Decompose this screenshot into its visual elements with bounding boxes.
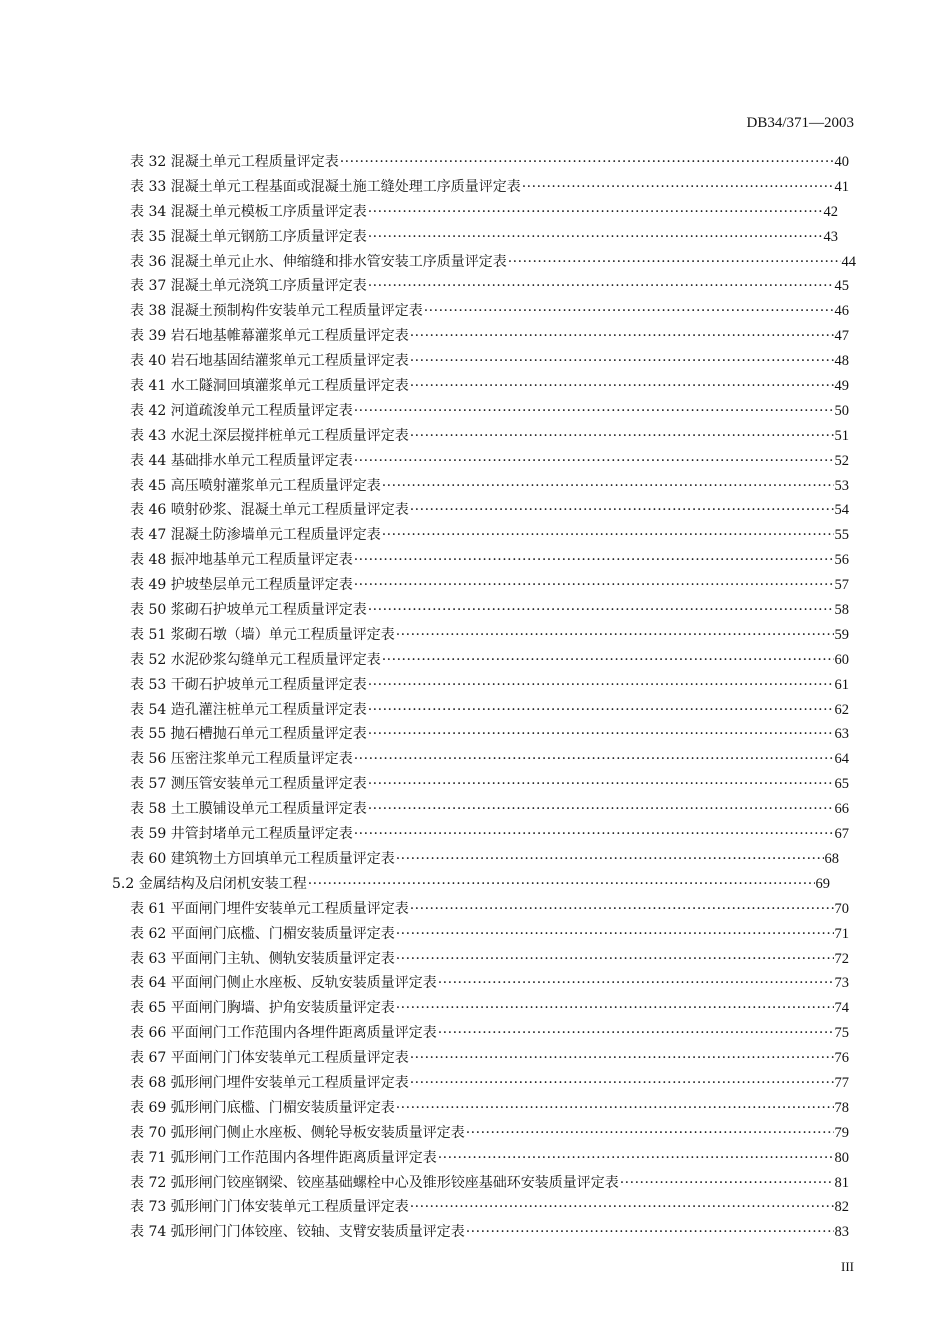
toc-entry[interactable] [0, 274, 849, 299]
dot-leader [396, 847, 824, 872]
dot-leader [438, 1021, 834, 1046]
toc-entry-title: 表 73 弧形闸门门体安装单元工程质量评定表 [130, 1199, 409, 1216]
dot-leader [368, 225, 823, 250]
dot-leader [368, 772, 834, 797]
dot-leader [368, 200, 823, 225]
toc-entry-title: 表 38 混凝土预制构件安装单元工程质量评定表 [130, 303, 423, 320]
toc-entry[interactable] [0, 374, 849, 399]
toc-entry-title: 表 64 平面闸门侧止水座板、反轨安装质量评定表 [130, 975, 437, 992]
toc-entry-page: 51 [834, 427, 849, 444]
toc-entry-title: 表 68 弧形闸门埋件安装单元工程质量评定表 [130, 1074, 409, 1091]
toc-entry-page: 63 [834, 726, 849, 743]
dot-leader [522, 175, 834, 200]
dot-leader [396, 623, 834, 648]
toc-entry-page: 67 [834, 826, 849, 843]
dot-leader [354, 449, 834, 474]
toc-entry-page: 41 [834, 178, 849, 195]
toc-entry-page: 66 [834, 801, 849, 818]
toc-entry-page: 40 [834, 154, 849, 170]
dot-leader [382, 474, 834, 499]
toc-entry-title: 表 34 混凝土单元模板工序质量评定表 [130, 203, 367, 220]
toc-entry-page: 59 [834, 626, 849, 643]
toc-entry-title: 表 55 抛石槽抛石单元工程质量评定表 [130, 726, 367, 743]
dot-leader [410, 1046, 834, 1071]
dot-leader [410, 897, 834, 922]
toc-entry-page: 42 [823, 203, 838, 220]
dot-leader [424, 299, 834, 324]
toc-entry-page: 56 [834, 552, 849, 569]
dot-leader [620, 1171, 834, 1196]
dot-leader [438, 1146, 834, 1171]
toc-entry-page: 68 [824, 850, 839, 867]
toc-entry-title: 表 43 水泥土深层搅拌桩单元工程质量评定表 [130, 427, 409, 444]
dot-leader [508, 250, 841, 275]
toc-entry[interactable] [0, 698, 849, 723]
toc-entry[interactable] [0, 1021, 849, 1046]
toc-entry-title: 表 47 混凝土防渗墙单元工程质量评定表 [130, 527, 381, 544]
toc-entry[interactable] [0, 673, 849, 698]
toc-entry-title: 表 33 混凝土单元工程基面或混凝土施工缝处理工序质量评定表 [130, 178, 521, 195]
toc-entry[interactable] [0, 399, 849, 424]
toc-entry-page: 77 [834, 1074, 849, 1091]
toc-entry[interactable] [0, 722, 849, 747]
toc-entry[interactable] [0, 523, 849, 548]
dot-leader [354, 548, 834, 573]
toc-entry-title: 表 69 弧形闸门底槛、门楣安装质量评定表 [130, 1099, 395, 1116]
toc-entry[interactable] [0, 623, 849, 648]
toc-entry-page: 46 [834, 303, 849, 320]
dot-leader [410, 1195, 834, 1220]
toc-entry-title: 表 60 建筑物土方回填单元工程质量评定表 [130, 850, 395, 867]
dot-leader [382, 648, 834, 673]
toc-entry-page: 65 [834, 776, 849, 793]
toc-entry-title: 表 41 水工隧洞回填灌浆单元工程质量评定表 [130, 378, 409, 395]
toc-entry-page: 49 [834, 378, 849, 395]
toc-entry-page: 79 [834, 1124, 849, 1141]
toc-entry-title: 表 44 基础排水单元工程质量评定表 [130, 452, 353, 469]
toc-entry[interactable] [0, 922, 849, 947]
toc-entry[interactable] [0, 573, 849, 598]
toc-entry-title: 表 62 平面闸门底槛、门楣安装质量评定表 [130, 925, 395, 942]
toc-entry[interactable] [0, 797, 849, 822]
toc-entry-title: 表 35 混凝土单元钢筋工序质量评定表 [130, 228, 367, 245]
toc-entry[interactable] [0, 200, 838, 225]
dot-leader [410, 374, 834, 399]
toc-entry-page: 69 [815, 875, 830, 892]
dot-leader [396, 947, 834, 972]
dot-leader [396, 996, 834, 1021]
toc-entry-title: 表 63 平面闸门主轨、侧轨安装质量评定表 [130, 950, 395, 967]
toc-entry-page: 58 [834, 602, 849, 619]
toc-entry-page: 48 [834, 353, 849, 370]
toc-entry-page: 52 [834, 452, 849, 469]
dot-leader [354, 822, 834, 847]
toc-entry[interactable] [0, 474, 849, 499]
toc-entry[interactable] [0, 299, 849, 324]
toc-entry-page: 62 [834, 701, 849, 718]
toc-entry[interactable] [0, 598, 849, 623]
toc-entry-title: 表 58 土工膜铺设单元工程质量评定表 [130, 801, 367, 818]
toc-entry-page: 75 [834, 1025, 849, 1042]
dot-leader [308, 872, 815, 897]
dot-leader [354, 747, 834, 772]
toc-entry-page: 45 [834, 278, 849, 295]
toc-entry-page: 83 [834, 1224, 849, 1241]
toc-entry-page: 61 [834, 676, 849, 693]
toc-entry-page: 82 [834, 1199, 849, 1216]
toc-entry-page: 60 [834, 651, 849, 668]
toc-entry[interactable] [0, 1220, 849, 1245]
toc-entry-title: 表 70 弧形闸门侧止水座板、侧轮导板安装质量评定表 [130, 1124, 465, 1141]
dot-leader [410, 424, 834, 449]
toc-entry-title: 表 72 弧形闸门铰座钢梁、铰座基础螺栓中心及锥形铰座基础环安装质量评定表 [130, 1174, 619, 1191]
document-code: DB34/371—2003 [746, 115, 854, 131]
toc-entry-title: 表 39 岩石地基帷幕灌浆单元工程质量评定表 [130, 328, 409, 345]
toc-entry-title: 表 65 平面闸门胸墙、护角安装质量评定表 [130, 1000, 395, 1017]
toc-entry-page: 80 [834, 1149, 849, 1166]
toc-entry[interactable] [0, 1146, 849, 1171]
dot-leader [410, 498, 834, 523]
dot-leader [368, 698, 834, 723]
toc-entry-title: 表 46 喷射砂浆、混凝土单元工程质量评定表 [130, 502, 409, 519]
dot-leader [340, 150, 834, 175]
toc-entry[interactable] [0, 424, 849, 449]
toc-entry[interactable] [0, 250, 856, 275]
toc-entry-page: 76 [834, 1050, 849, 1067]
toc-entry-title: 表 32 混凝土单元工程质量评定表 [130, 154, 339, 170]
toc-entry[interactable] [0, 449, 849, 474]
dot-leader [368, 598, 834, 623]
toc-entry-page: 54 [834, 502, 849, 519]
toc-entry-title: 表 45 高压喷射灌浆单元工程质量评定表 [130, 477, 381, 494]
toc-entry-title: 表 50 浆砌石护坡单元工程质量评定表 [130, 602, 367, 619]
toc-entry-title: 表 48 振冲地基单元工程质量评定表 [130, 552, 353, 569]
toc-entry-page: 55 [834, 527, 849, 544]
toc-entry[interactable] [0, 822, 849, 847]
toc-entry-title: 表 67 平面闸门门体安装单元工程质量评定表 [130, 1050, 409, 1067]
dot-leader [438, 971, 834, 996]
toc-entry-page: 71 [834, 925, 849, 942]
dot-leader [396, 922, 834, 947]
toc-entry-title: 表 59 井管封堵单元工程质量评定表 [130, 826, 353, 843]
toc-entry-title: 表 49 护坡垫层单元工程质量评定表 [130, 577, 353, 594]
dot-leader [368, 274, 834, 299]
toc-entry-title: 表 37 混凝土单元浇筑工序质量评定表 [130, 278, 367, 295]
dot-leader [410, 349, 834, 374]
page-number: III [841, 1259, 854, 1274]
toc-entry-page: 53 [834, 477, 849, 494]
dot-leader [410, 324, 834, 349]
dot-leader [354, 573, 834, 598]
dot-leader [466, 1220, 834, 1245]
toc-entry-title: 表 51 浆砌石墩（墙）单元工程质量评定表 [130, 626, 395, 643]
dot-leader [368, 673, 834, 698]
dot-leader [410, 1071, 834, 1096]
toc-entry-title: 表 53 干砌石护坡单元工程质量评定表 [130, 676, 367, 693]
toc-entry-title: 表 57 测压管安装单元工程质量评定表 [130, 776, 367, 793]
toc-entry-page: 72 [834, 950, 849, 967]
toc-entry-page: 64 [834, 751, 849, 768]
toc-entry-page: 74 [834, 1000, 849, 1017]
toc-entry[interactable] [0, 648, 849, 673]
toc-entry[interactable] [0, 1195, 849, 1220]
toc-entry-title: 表 52 水泥砂浆勾缝单元工程质量评定表 [130, 651, 381, 668]
toc-entry[interactable] [0, 947, 849, 972]
toc-entry-title: 表 36 混凝土单元止水、伸缩缝和排水管安装工序质量评定表 [130, 253, 507, 270]
toc-entry[interactable] [0, 349, 849, 374]
toc-entry[interactable] [0, 548, 849, 573]
dot-leader [354, 399, 834, 424]
toc-entry[interactable] [0, 1046, 849, 1071]
toc-entry[interactable] [0, 772, 849, 797]
toc-entry-page: 57 [834, 577, 849, 594]
toc-entry-page: 47 [834, 328, 849, 345]
toc-entry[interactable] [0, 897, 849, 922]
dot-leader [368, 722, 834, 747]
toc-entry-page: 70 [834, 900, 849, 917]
toc-entry-page: 44 [841, 253, 856, 270]
toc-entry-title: 表 56 压密注浆单元工程质量评定表 [130, 751, 353, 768]
toc-entry-page: 43 [823, 228, 838, 245]
toc-entry-title: 表 71 弧形闸门工作范围内各埋件距离质量评定表 [130, 1149, 437, 1166]
toc-entry-title: 表 42 河道疏浚单元工程质量评定表 [130, 402, 353, 419]
toc-entry[interactable] [0, 747, 849, 772]
toc-entry[interactable] [0, 1121, 849, 1146]
toc-entry[interactable] [0, 324, 849, 349]
toc-entry[interactable] [0, 1071, 849, 1096]
dot-leader [466, 1121, 834, 1146]
toc-entry-title: 表 74 弧形闸门门体铰座、铰轴、支臂安装质量评定表 [130, 1224, 465, 1241]
toc-entry-page: 50 [834, 402, 849, 419]
toc-entry-title: 表 61 平面闸门埋件安装单元工程质量评定表 [130, 900, 409, 917]
toc-entry-page: 81 [834, 1174, 849, 1191]
dot-leader [368, 797, 834, 822]
toc-section-entry[interactable] [0, 872, 830, 897]
dot-leader [382, 523, 834, 548]
toc-entry-title: 表 40 岩石地基固结灌浆单元工程质量评定表 [130, 353, 409, 370]
toc-entry[interactable] [0, 1171, 849, 1196]
toc-entry-title: 表 54 造孔灌注桩单元工程质量评定表 [130, 701, 367, 718]
toc-entry[interactable] [0, 175, 849, 200]
toc-entry[interactable] [0, 996, 849, 1021]
toc-entry[interactable] [0, 225, 838, 250]
toc-entry[interactable] [0, 150, 849, 175]
dot-leader [396, 1096, 834, 1121]
toc-entry[interactable] [0, 498, 849, 523]
toc-entry-title: 5.2 金属结构及启闭机安装工程 [112, 875, 307, 892]
toc-entry[interactable] [0, 971, 849, 996]
toc-entry-page: 78 [834, 1099, 849, 1116]
toc-entry-title: 表 66 平面闸门工作范围内各埋件距离质量评定表 [130, 1025, 437, 1042]
table-of-contents [0, 150, 950, 1245]
toc-entry[interactable] [0, 847, 839, 872]
toc-entry[interactable] [0, 1096, 849, 1121]
toc-entry-page: 73 [834, 975, 849, 992]
